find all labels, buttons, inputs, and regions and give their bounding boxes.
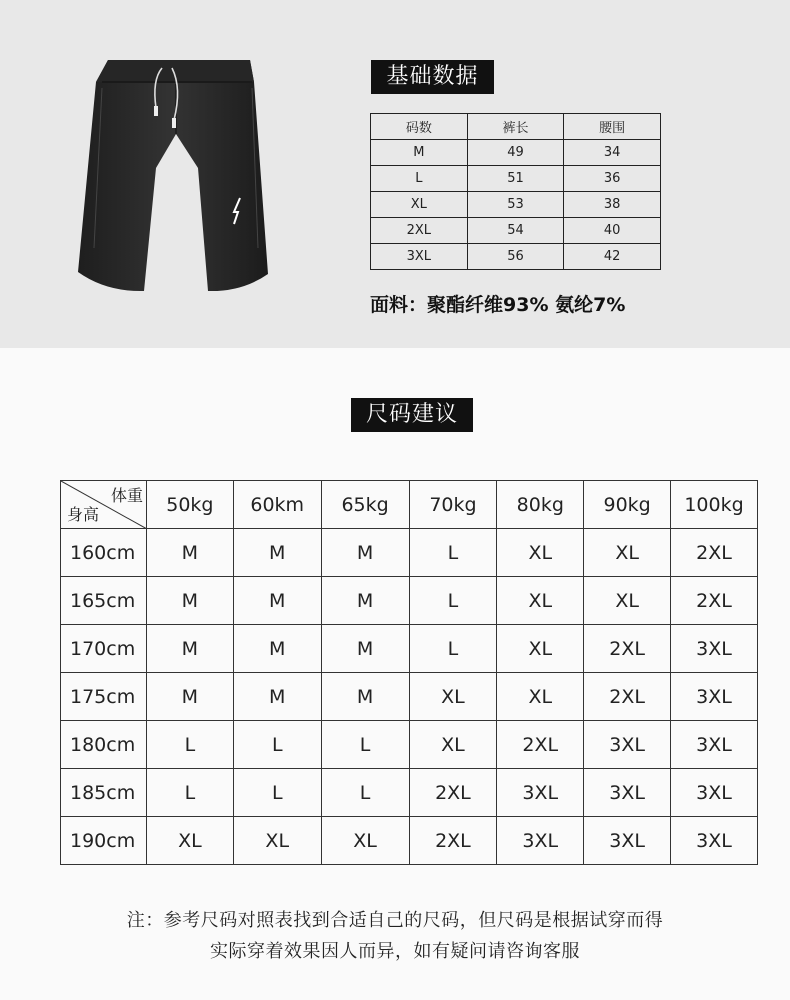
size-cell: M <box>233 577 321 625</box>
size-cell: 3XL <box>584 721 671 769</box>
size-cell: 2XL <box>584 673 671 721</box>
table-row <box>61 529 758 577</box>
size-cell: XL <box>146 817 233 865</box>
size-cell: 3XL <box>671 673 758 721</box>
size-cell: 3XL <box>497 769 584 817</box>
table-cell: M <box>371 140 468 166</box>
size-cell: 3XL <box>584 817 671 865</box>
corner-header <box>61 481 147 529</box>
weight-header: 80kg <box>497 481 584 529</box>
size-cell: XL <box>497 625 584 673</box>
weight-header: 50kg <box>146 481 233 529</box>
table-row <box>61 673 758 721</box>
size-cell: 3XL <box>671 625 758 673</box>
size-cell: 2XL <box>671 529 758 577</box>
size-cell: L <box>409 577 497 625</box>
basic-data-table <box>370 113 661 270</box>
size-cell: M <box>233 625 321 673</box>
table-row <box>371 140 661 166</box>
size-cell: L <box>409 625 497 673</box>
size-cell: L <box>146 721 233 769</box>
table-cell: 38 <box>564 192 661 218</box>
size-cell: M <box>146 625 233 673</box>
table-header-row <box>61 481 758 529</box>
size-cell: L <box>321 769 409 817</box>
table-cell: 34 <box>564 140 661 166</box>
table-row <box>61 625 758 673</box>
size-cell: L <box>409 529 497 577</box>
size-cell: XL <box>233 817 321 865</box>
size-cell: 3XL <box>671 769 758 817</box>
size-cell: XL <box>321 817 409 865</box>
size-cell: 2XL <box>584 625 671 673</box>
size-cell: L <box>146 769 233 817</box>
height-cell: 165cm <box>61 577 147 625</box>
product-image-shorts <box>72 48 282 300</box>
size-cell: 3XL <box>584 769 671 817</box>
table-cell: 3XL <box>371 244 468 270</box>
height-cell: 190cm <box>61 817 147 865</box>
table-cell: 49 <box>467 140 564 166</box>
size-cell: M <box>321 577 409 625</box>
size-cell: XL <box>584 577 671 625</box>
height-axis-label: 身高 <box>67 505 100 524</box>
table-cell: 36 <box>564 166 661 192</box>
size-cell: 2XL <box>497 721 584 769</box>
size-cell: M <box>146 529 233 577</box>
table-cell: 53 <box>467 192 564 218</box>
height-cell: 180cm <box>61 721 147 769</box>
table-row <box>371 192 661 218</box>
table-cell: 40 <box>564 218 661 244</box>
size-cell: L <box>233 721 321 769</box>
weight-header: 100kg <box>671 481 758 529</box>
size-cell: 3XL <box>671 721 758 769</box>
column-header: 裤长 <box>467 114 564 140</box>
column-header: 码数 <box>371 114 468 140</box>
table-row <box>61 817 758 865</box>
size-cell: 2XL <box>409 769 497 817</box>
size-cell: M <box>146 673 233 721</box>
size-cell: L <box>233 769 321 817</box>
weight-header: 90kg <box>584 481 671 529</box>
size-advice-heading: 尺码建议 <box>351 398 473 432</box>
size-cell: M <box>321 529 409 577</box>
size-cell: 2XL <box>671 577 758 625</box>
size-cell: XL <box>584 529 671 577</box>
size-cell: XL <box>497 577 584 625</box>
size-cell: L <box>321 721 409 769</box>
table-cell: 54 <box>467 218 564 244</box>
size-cell: M <box>321 625 409 673</box>
table-cell: 56 <box>467 244 564 270</box>
size-cell: XL <box>497 673 584 721</box>
size-cell: 2XL <box>409 817 497 865</box>
size-cell: M <box>321 673 409 721</box>
weight-header: 70kg <box>409 481 497 529</box>
table-header-row <box>371 114 661 140</box>
size-cell: 3XL <box>497 817 584 865</box>
size-cell: XL <box>409 673 497 721</box>
size-cell: M <box>146 577 233 625</box>
table-row <box>371 166 661 192</box>
basic-data-heading: 基础数据 <box>371 60 494 94</box>
size-cell: M <box>233 529 321 577</box>
table-cell: 42 <box>564 244 661 270</box>
size-cell: XL <box>409 721 497 769</box>
note-line-2: 实际穿着效果因人而异，如有疑问请咨询客服 <box>210 941 580 962</box>
size-cell: XL <box>497 529 584 577</box>
table-row <box>371 244 661 270</box>
size-advice-table <box>60 480 758 865</box>
height-cell: 185cm <box>61 769 147 817</box>
note-line-1: 注：参考尺码对照表找到合适自己的尺码，但尺码是根据试穿而得 <box>126 910 664 931</box>
height-cell: 170cm <box>61 625 147 673</box>
table-row <box>61 769 758 817</box>
fabric-composition: 面料：聚酯纤维93% 氨纶7% <box>370 294 626 316</box>
table-row <box>61 721 758 769</box>
size-cell: M <box>233 673 321 721</box>
column-header: 腰围 <box>564 114 661 140</box>
height-cell: 160cm <box>61 529 147 577</box>
height-cell: 175cm <box>61 673 147 721</box>
weight-axis-label: 体重 <box>110 486 143 505</box>
table-cell: 2XL <box>371 218 468 244</box>
table-row <box>61 577 758 625</box>
table-cell: L <box>371 166 468 192</box>
table-row <box>371 218 661 244</box>
weight-header: 65kg <box>321 481 409 529</box>
size-cell: 3XL <box>671 817 758 865</box>
table-cell: XL <box>371 192 468 218</box>
weight-header: 60km <box>233 481 321 529</box>
table-cell: 51 <box>467 166 564 192</box>
